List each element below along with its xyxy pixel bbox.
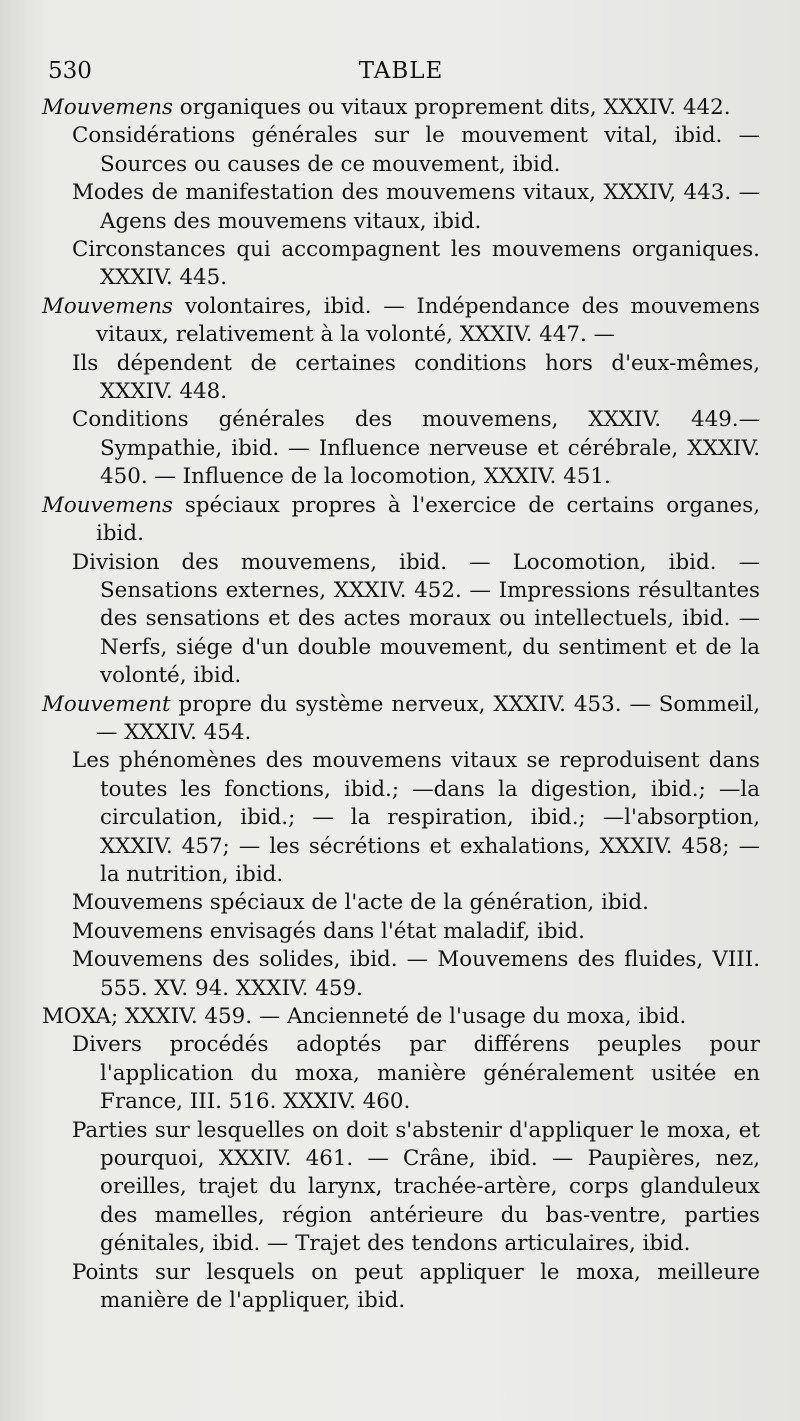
entry-text: organiques ou vitaux proprement dits, XXXIV. 442. <box>173 95 731 120</box>
index-body <box>42 94 760 1315</box>
index-entry-moxa <box>42 1003 760 1031</box>
entry-head: Mouvemens <box>42 492 173 518</box>
index-entry <box>42 293 760 350</box>
entry-text: Considérations générales sur le mouvement vital, ibid. — Sources ou causes de ce mouvement, ibid. <box>72 123 760 177</box>
entry-text: propre du système nerveux, XXXIV. 453. — Sommeil, — XXXIV. 454. <box>96 691 760 745</box>
index-subentry <box>46 122 760 179</box>
entry-head: Mouvement <box>42 691 171 717</box>
entry-text: Modes de manifestation des mouvemens vitaux, XXXIV, 443. — Agens des mouvemens vitaux, ibid. <box>72 180 760 234</box>
index-entry <box>42 492 760 549</box>
entry-text: Division des mouvemens, ibid. — Locomotion, ibid. — Sensations externes, XXXIV. 452. — Impressions résultantes des sensations et des actes moraux ou intellectuels, ibid. — Nerfs, siége d'un double mouvement, du sentiment et de la volonté, ibid. <box>72 549 760 689</box>
entry-text: Divers procédés adoptés par différens peuples pour l'application du moxa, manière généralement usitée en France, III. 516. XXXIV. 460. <box>72 1032 760 1115</box>
index-subentry <box>46 1259 760 1316</box>
entry-head: Mouvemens <box>42 95 173 120</box>
entry-text: Parties sur lesquelles on doit s'abstenir d'appliquer le moxa, et pourquoi, XXXIV. 461. — Crâne, ibid. — Paupières, nez, oreilles, trajet du larynx, trachée-artère, corps glanduleux des mamelles, région antérieure du bas-ventre, parties génitales, ibid. — Trajet des tendons articulaires, ibid. <box>72 1117 760 1257</box>
entry-text: Circonstances qui accompagnent les mouvemens organiques. XXXIV. 445. <box>72 237 760 291</box>
index-subentry <box>46 889 760 917</box>
page-number: 530 <box>48 58 92 84</box>
running-title: TABLE <box>358 58 444 84</box>
entry-text: volontaires, ibid. — Indépendance des mouvemens vitaux, relativement à la volonté, XXXIV. 447. — <box>96 293 760 348</box>
index-entry <box>42 691 760 748</box>
entry-text: Mouvemens spéciaux de l'acte de la génération, ibid. <box>72 890 649 916</box>
entry-text: Mouvemens des solides, ibid. — Mouvemens des fluides, VIII. 555. XV. 94. XXXIV. 459. <box>72 947 760 1001</box>
entry-text: Conditions générales des mouvemens, XXXIV. 449.— Sympathie, ibid. — Influence nerveuse et cérébrale, XXXIV. 450. — Influence de la locomotion, XXXIV. 451. <box>72 407 760 490</box>
index-entry <box>42 94 760 122</box>
index-subentry <box>46 747 760 889</box>
index-subentry <box>46 918 760 946</box>
entry-text: Ils dépendent de certaines conditions hors d'eux-mêmes, XXXIV. 448. <box>72 350 760 405</box>
entry-text: Mouvemens envisagés dans l'état maladif, ibid. <box>72 918 585 944</box>
index-subentry <box>46 1031 760 1116</box>
index-subentry <box>46 350 760 407</box>
index-subentry <box>46 1117 760 1259</box>
entry-head: Mouvemens <box>42 293 173 319</box>
entry-text: Les phénomènes des mouvemens vitaux se reproduisent dans toutes les fonctions, ibid.; —dans la digestion, ibid.; —la circulation, ibid.; — la respiration, ibid.; —l'absorption, XXXIV. 457; — les sécrétions et exhalations, XXXIV. 458; — la nutrition, ibid. <box>72 748 760 887</box>
entry-text: MOXA; XXXIV. 459. — Ancienneté de l'usage du moxa, ibid. <box>42 1004 687 1029</box>
entry-text: Points sur lesquels on peut appliquer le moxa, meilleure manière de l'appliquer, ibid. <box>72 1259 760 1314</box>
index-subentry <box>46 236 760 293</box>
index-subentry <box>46 549 760 691</box>
index-subentry <box>46 179 760 236</box>
page-header <box>42 54 760 94</box>
entry-text: spéciaux propres à l'exercice de certains organes, ibid. <box>96 492 760 547</box>
index-subentry <box>46 946 760 1003</box>
index-subentry <box>46 406 760 491</box>
